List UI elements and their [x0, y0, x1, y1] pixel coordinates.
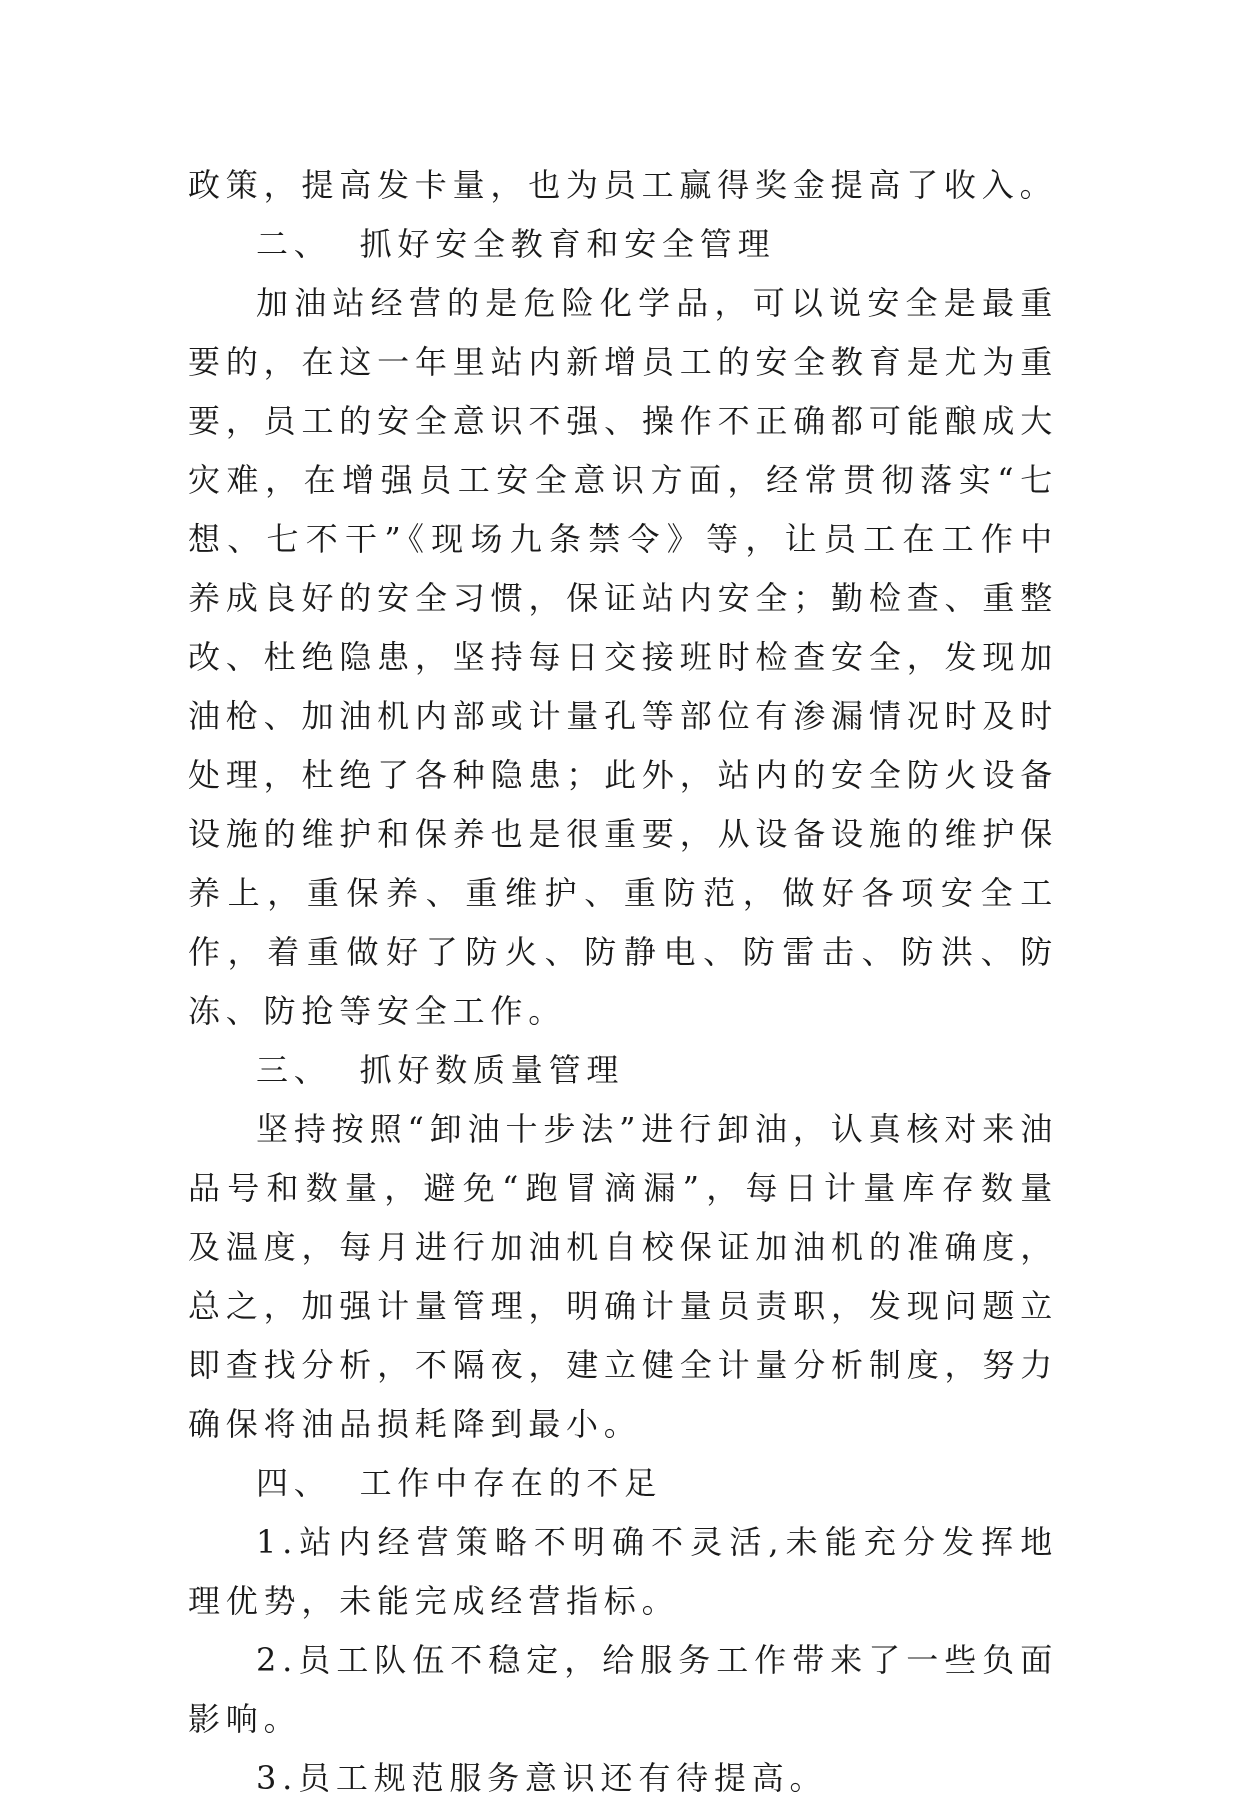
section-number: 二、	[256, 225, 332, 263]
section-heading-safety	[188, 215, 1058, 274]
section-number: 四、	[256, 1464, 332, 1502]
section-heading-shortcomings	[188, 1454, 1058, 1513]
paragraph-intro-continuation: 政策，提高发卡量，也为员工赢得奖金提高了收入。	[188, 166, 1058, 204]
section-title: 抓好数质量管理	[359, 1051, 625, 1089]
document-body	[188, 156, 1058, 1808]
section-heading-quantity-quality	[188, 1041, 1058, 1100]
section-title: 抓好安全教育和安全管理	[359, 225, 776, 263]
list-item-shortcoming-2: 2.员工队伍不稳定，给服务工作带来了一些负面影响。	[188, 1641, 1058, 1738]
section-number: 三、	[256, 1051, 332, 1089]
section-title: 工作中存在的不足	[359, 1464, 663, 1502]
list-item-shortcoming-3: 3.员工规范服务意识还有待提高。	[256, 1759, 828, 1797]
list-item-shortcoming-1: 1.站内经营策略不明确不灵活,未能充分发挥地理优势，未能完成经营指标。	[188, 1523, 1058, 1620]
paragraph-safety: 加油站经营的是危险化学品，可以说安全是最重要的，在这一年里站内新增员工的安全教育是尤为重要，员工的安全意识不强、操作不正确都可能酿成大灾难，在增强员工安全意识方面，经常贯彻落实“七想、七不干”《现场九条禁令》等，让员工在工作中养成良好的安全习惯，保证站内安全；勤检查、重整改、杜绝隐患，坚持每日交接班时检查安全，发现加油枪、加油机内部或计量孔等部位有渗漏情况时及时处理，杜绝了各种隐患；此外，站内的安全防火设备设施的维护和保养也是很重要，从设备设施的维护保养上，重保养、重维护、重防范，做好各项安全工作，着重做好了防火、防静电、防雷击、防洪、防冻、防抢等安全工作。	[188, 284, 1058, 1030]
paragraph-quantity-quality: 坚持按照“卸油十步法”进行卸油，认真核对来油品号和数量，避免“跑冒滴漏”，每日计量库存数量及温度，每月进行加油机自校保证加油机的准确度，总之，加强计量管理，明确计量员责职，发现问题立即查找分析，不隔夜，建立健全计量分析制度，努力确保将油品损耗降到最小。	[188, 1110, 1058, 1443]
